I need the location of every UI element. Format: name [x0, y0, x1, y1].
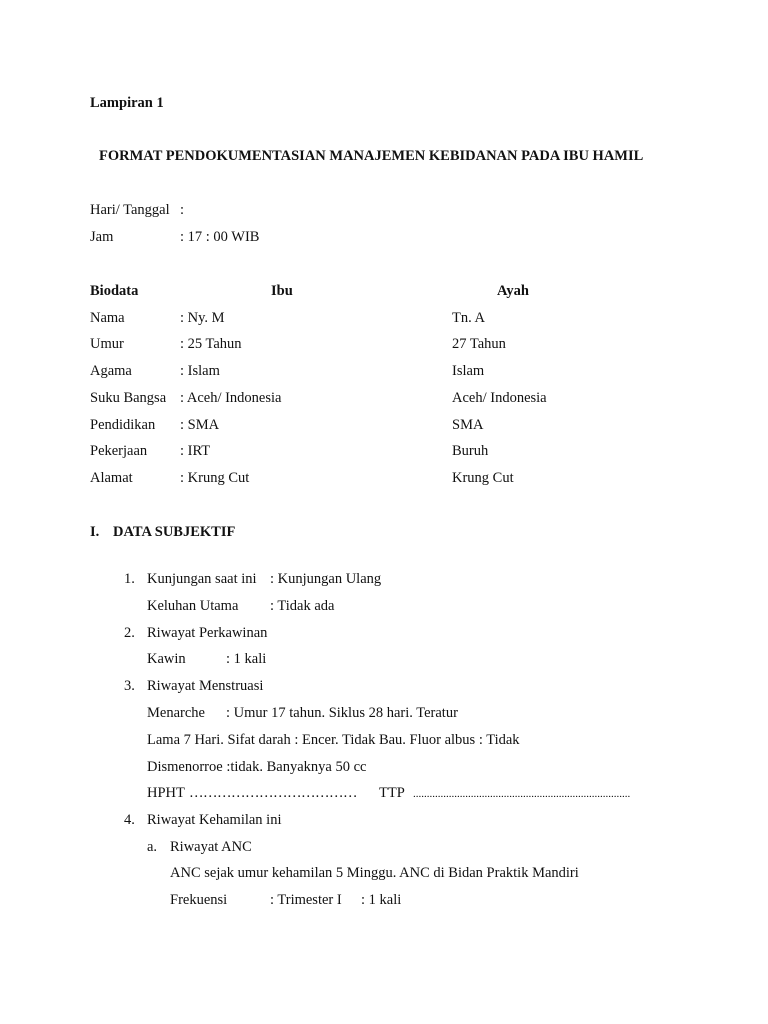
- item-number: 1.: [124, 571, 135, 587]
- time-label: Jam: [90, 229, 114, 245]
- hpht-fill-dots: ………………………………: [189, 785, 357, 801]
- time-value: : 17 : 00 WIB: [180, 229, 260, 245]
- mother-value: : IRT: [180, 443, 211, 459]
- mother-heading: Ibu: [271, 283, 293, 299]
- biodata-label: Nama: [90, 310, 125, 326]
- frequency-label: Frekuensi: [170, 892, 228, 908]
- biodata-label: Umur: [90, 336, 124, 352]
- complaint-value: : Tidak ada: [270, 598, 335, 614]
- father-value: Islam: [452, 363, 485, 379]
- father-value: SMA: [452, 417, 484, 433]
- sub-item-letter: a.: [147, 839, 158, 855]
- visit-value: : Kunjungan Ulang: [270, 571, 382, 587]
- day-date-label: Hari/ Tanggal: [90, 202, 170, 218]
- item-number: 2.: [124, 625, 135, 641]
- married-label: Kawin: [147, 651, 186, 667]
- mother-value: : Krung Cut: [180, 470, 250, 486]
- appendix-label: Lampiran 1: [90, 95, 164, 111]
- mother-value: : 25 Tahun: [180, 336, 242, 352]
- document-title: FORMAT PENDOKUMENTASIAN MANAJEMEN KEBIDANAN PADA IBU HAMIL: [99, 148, 644, 164]
- marriage-history: Riwayat Perkawinan: [147, 625, 268, 641]
- biodata-label: Suku Bangsa: [90, 390, 167, 406]
- menstruation-history: Riwayat Menstruasi: [147, 678, 264, 694]
- father-value: Aceh/ Indonesia: [452, 390, 547, 406]
- married-value: : 1 kali: [226, 651, 267, 667]
- anc-history: Riwayat ANC: [170, 839, 252, 855]
- mother-value: : SMA: [180, 417, 220, 433]
- item-number: 4.: [124, 812, 135, 828]
- pregnancy-history: Riwayat Kehamilan ini: [147, 812, 282, 828]
- father-value: 27 Tahun: [452, 336, 506, 352]
- mother-value: : Aceh/ Indonesia: [180, 390, 282, 406]
- father-heading: Ayah: [497, 283, 529, 299]
- biodata-label: Pendidikan: [90, 417, 156, 433]
- anc-detail: ANC sejak umur kehamilan 5 Minggu. ANC di Bidan Praktik Mandiri: [170, 865, 579, 881]
- ttp-label: TTP: [379, 785, 405, 801]
- frequency-value: : 1 kali: [361, 892, 402, 908]
- hpht-label: HPHT: [147, 785, 185, 801]
- father-value: Tn. A: [452, 310, 486, 326]
- mother-value: : Ny. M: [180, 310, 225, 326]
- complaint-label: Keluhan Utama: [147, 598, 239, 614]
- item-number: 3.: [124, 678, 135, 694]
- menstruation-detail: Lama 7 Hari. Sifat darah : Encer. Tidak Bau. Fluor albus : Tidak: [147, 732, 520, 748]
- father-value: Krung Cut: [452, 470, 514, 486]
- dysmenorrhea: Dismenorroe :tidak. Banyaknya 50 cc: [147, 759, 367, 775]
- biodata-label: Alamat: [90, 470, 133, 486]
- biodata-label: Pekerjaan: [90, 443, 148, 459]
- father-value: Buruh: [452, 443, 489, 459]
- menarche-label: Menarche: [147, 705, 205, 721]
- frequency-trimester: : Trimester I: [270, 892, 342, 908]
- ttp-fill-dots: ...............................................................................: [413, 788, 631, 800]
- visit-label: Kunjungan saat ini: [147, 571, 257, 587]
- biodata-heading: Biodata: [90, 283, 139, 299]
- biodata-label: Agama: [90, 363, 132, 379]
- section-numeral: I.: [90, 524, 100, 540]
- section-title: DATA SUBJEKTIF: [113, 524, 236, 540]
- day-date-value: :: [180, 202, 185, 218]
- mother-value: : Islam: [180, 363, 220, 379]
- menarche-value: : Umur 17 tahun. Siklus 28 hari. Teratur: [226, 705, 458, 721]
